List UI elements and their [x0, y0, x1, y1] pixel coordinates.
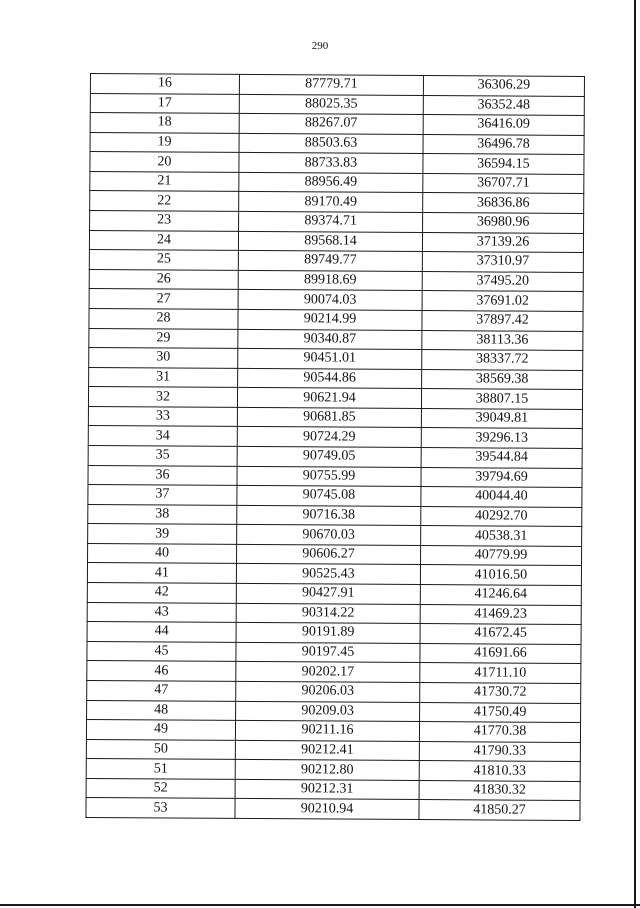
point-number-cell: 53 — [86, 798, 235, 819]
y-coordinate-cell: 36306.29 — [423, 76, 584, 97]
x-coordinate-cell: 88956.49 — [239, 172, 423, 193]
y-coordinate-cell: 37691.02 — [422, 291, 583, 312]
y-coordinate-cell: 36352.48 — [423, 95, 584, 116]
y-coordinate-cell: 38337.72 — [422, 350, 583, 371]
y-coordinate-cell: 39049.81 — [421, 408, 582, 429]
point-number-cell: 22 — [90, 191, 239, 211]
x-coordinate-cell: 90681.85 — [237, 407, 421, 428]
point-number-cell: 44 — [87, 622, 236, 642]
y-coordinate-cell: 41790.33 — [419, 741, 580, 762]
y-coordinate-cell: 39296.13 — [421, 428, 582, 449]
y-coordinate-cell: 41830.32 — [419, 780, 580, 801]
point-number-cell: 16 — [90, 74, 239, 94]
point-number-cell: 34 — [88, 426, 237, 446]
x-coordinate-cell: 90755.99 — [237, 466, 421, 487]
point-number-cell: 28 — [89, 308, 238, 328]
y-coordinate-cell: 38113.36 — [422, 330, 583, 351]
x-coordinate-cell: 90314.22 — [236, 603, 420, 624]
x-coordinate-cell: 90525.43 — [236, 564, 420, 585]
point-number-cell: 39 — [88, 524, 237, 544]
y-coordinate-cell: 39544.84 — [421, 448, 582, 469]
y-coordinate-cell: 41691.66 — [420, 643, 581, 664]
point-number-cell: 26 — [89, 269, 238, 289]
x-coordinate-cell: 90670.03 — [237, 525, 421, 546]
x-coordinate-cell: 90202.17 — [236, 662, 420, 683]
point-number-cell: 21 — [90, 171, 239, 191]
y-coordinate-cell: 36416.09 — [423, 115, 584, 136]
y-coordinate-cell: 40779.99 — [421, 545, 582, 566]
x-coordinate-cell: 89749.77 — [238, 251, 422, 272]
point-number-cell: 23 — [90, 211, 239, 231]
x-coordinate-cell: 90749.05 — [237, 446, 421, 467]
point-number-cell: 48 — [87, 700, 236, 720]
y-coordinate-cell: 40538.31 — [421, 526, 582, 547]
point-number-cell: 17 — [90, 93, 239, 113]
point-number-cell: 24 — [89, 230, 238, 250]
y-coordinate-cell: 41770.38 — [419, 722, 580, 743]
coordinate-table-wrapper — [85, 73, 584, 821]
y-coordinate-cell: 37495.20 — [422, 271, 583, 292]
x-coordinate-cell: 90724.29 — [237, 427, 421, 448]
x-coordinate-cell: 88733.83 — [239, 153, 423, 174]
x-coordinate-cell: 90716.38 — [237, 505, 421, 526]
y-coordinate-cell: 36980.96 — [423, 213, 584, 234]
x-coordinate-cell: 90745.08 — [237, 486, 421, 507]
point-number-cell: 38 — [88, 504, 237, 524]
y-coordinate-cell: 41672.45 — [420, 624, 581, 645]
point-number-cell: 33 — [88, 406, 237, 426]
x-coordinate-cell: 90212.80 — [235, 760, 419, 781]
point-number-cell: 41 — [87, 563, 236, 583]
table-body — [86, 74, 585, 821]
y-coordinate-cell: 40292.70 — [421, 506, 582, 527]
y-coordinate-cell: 38807.15 — [421, 389, 582, 410]
point-number-cell: 42 — [87, 583, 236, 603]
x-coordinate-cell: 90206.03 — [236, 681, 420, 702]
y-coordinate-cell: 37139.26 — [422, 232, 583, 253]
point-number-cell: 31 — [89, 367, 238, 387]
point-number-cell: 25 — [89, 250, 238, 270]
x-coordinate-cell: 87779.71 — [239, 74, 423, 95]
y-coordinate-cell: 37310.97 — [422, 252, 583, 273]
x-coordinate-cell: 88503.63 — [239, 133, 423, 154]
x-coordinate-cell: 90427.91 — [236, 583, 420, 604]
point-number-cell: 30 — [89, 348, 238, 368]
x-coordinate-cell: 90209.03 — [236, 701, 420, 722]
x-coordinate-cell: 90212.31 — [235, 779, 419, 800]
x-coordinate-cell: 90606.27 — [237, 544, 421, 565]
y-coordinate-cell: 41850.27 — [419, 800, 580, 821]
y-coordinate-cell: 36594.15 — [423, 154, 584, 175]
x-coordinate-cell: 90191.89 — [236, 623, 420, 644]
x-coordinate-cell: 90212.41 — [235, 740, 419, 761]
y-coordinate-cell: 41246.64 — [420, 585, 581, 606]
point-number-cell: 47 — [87, 680, 236, 700]
point-number-cell: 20 — [90, 152, 239, 172]
x-coordinate-cell: 90211.16 — [235, 720, 419, 741]
scan-edge-right — [634, 0, 636, 908]
y-coordinate-cell: 39794.69 — [421, 467, 582, 488]
x-coordinate-cell: 89170.49 — [239, 192, 423, 213]
point-number-cell: 36 — [88, 465, 237, 485]
point-number-cell: 27 — [89, 289, 238, 309]
point-number-cell: 43 — [87, 602, 236, 622]
y-coordinate-cell: 41711.10 — [420, 663, 581, 684]
y-coordinate-cell: 40044.40 — [421, 487, 582, 508]
point-number-cell: 32 — [88, 387, 237, 407]
point-number-cell: 49 — [86, 720, 235, 740]
point-number-cell: 51 — [86, 759, 235, 779]
x-coordinate-cell: 90544.86 — [238, 368, 422, 389]
point-number-cell: 40 — [88, 543, 237, 563]
y-coordinate-cell: 41810.33 — [419, 761, 580, 782]
point-number-cell: 52 — [86, 778, 235, 798]
point-number-cell: 50 — [86, 739, 235, 759]
y-coordinate-cell: 37897.42 — [422, 310, 583, 331]
point-number-cell: 37 — [88, 485, 237, 505]
page-number: 290 — [311, 40, 329, 52]
y-coordinate-cell: 41750.49 — [420, 702, 581, 723]
y-coordinate-cell: 38569.38 — [422, 369, 583, 390]
x-coordinate-cell: 88267.07 — [239, 114, 423, 135]
x-coordinate-cell: 89918.69 — [238, 270, 422, 291]
x-coordinate-cell: 89374.71 — [239, 211, 423, 232]
x-coordinate-cell: 90210.94 — [235, 799, 419, 820]
x-coordinate-cell: 90621.94 — [237, 388, 421, 409]
x-coordinate-cell: 89568.14 — [238, 231, 422, 252]
coordinate-table — [85, 73, 585, 821]
y-coordinate-cell: 41016.50 — [420, 565, 581, 586]
x-coordinate-cell: 90340.87 — [238, 329, 422, 350]
scan-edge-bottom — [0, 904, 640, 906]
x-coordinate-cell: 88025.35 — [239, 94, 423, 115]
point-number-cell: 19 — [90, 132, 239, 152]
point-number-cell: 29 — [89, 328, 238, 348]
point-number-cell: 45 — [87, 641, 236, 661]
x-coordinate-cell: 90074.03 — [238, 290, 422, 311]
x-coordinate-cell: 90197.45 — [236, 642, 420, 663]
point-number-cell: 46 — [87, 661, 236, 681]
y-coordinate-cell: 36496.78 — [423, 134, 584, 155]
y-coordinate-cell: 41730.72 — [420, 682, 581, 703]
y-coordinate-cell: 41469.23 — [420, 604, 581, 625]
x-coordinate-cell: 90214.99 — [238, 309, 422, 330]
table-row — [86, 798, 580, 821]
y-coordinate-cell: 36707.71 — [423, 173, 584, 194]
x-coordinate-cell: 90451.01 — [238, 349, 422, 370]
y-coordinate-cell: 36836.86 — [423, 193, 584, 214]
point-number-cell: 35 — [88, 445, 237, 465]
point-number-cell: 18 — [90, 113, 239, 133]
